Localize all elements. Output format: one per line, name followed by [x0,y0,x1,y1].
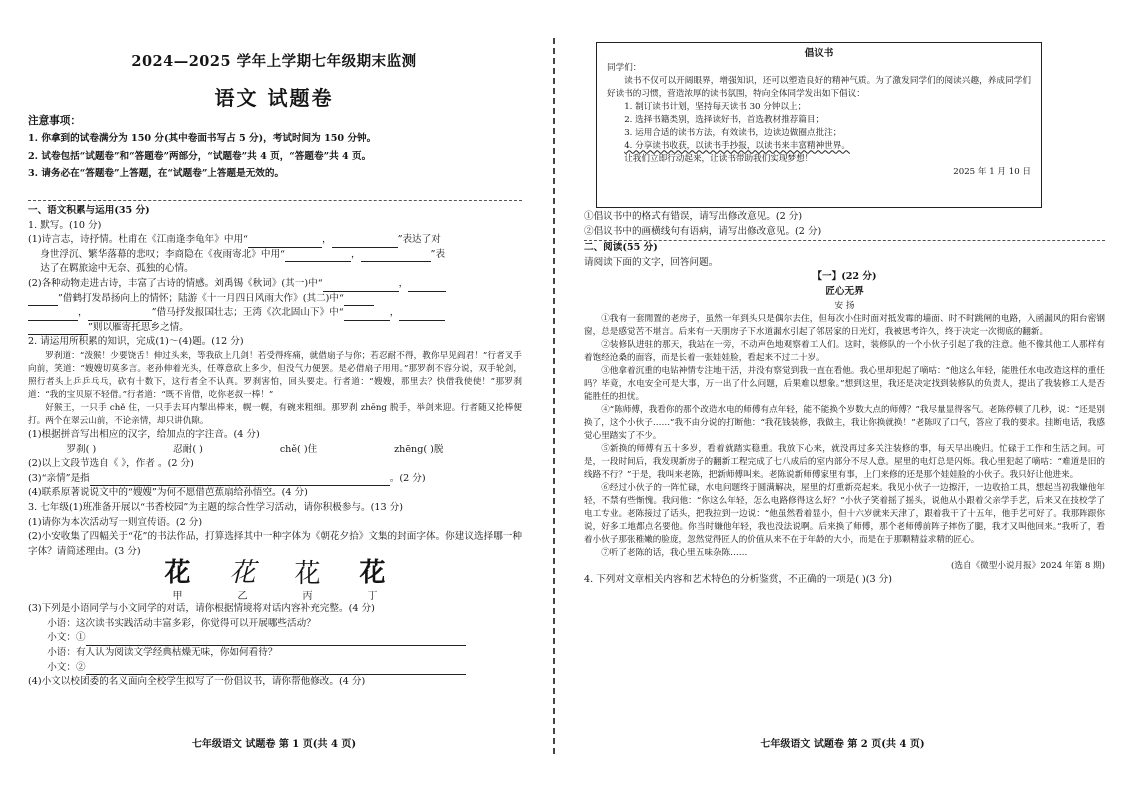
answer-blank[interactable] [248,236,322,248]
page-right [562,0,1123,794]
story-para-6: ⑥经过小伙子的一阵忙碌，水电问题终于圆满解决，屋里的灯重新亮起来。我见小伙子一边擦汗，一边收拾工具，想起当初我嫌他年轻，不禁有些惭愧。我问他：“你这么年轻，怎么电路修得这么好？”小伙子笑着摇了摇头，说他从小跟着父亲学手艺，后来又在技校学了电工专业。老陈接过了话头，把我拉到一边说：“他虽然看着显小，但十六岁就来天津了，跟着我干了十五年，他手艺可好了。我那阵跟你说，好多工地都点名要他。你当时嫌他年轻，我也没法说啊。后来换了师傅，那个老师傅前阵子摔伤了腿，我才又叫他回来。”我听了，看着小伙子那张稚嫩的脸庞，忽然觉得匠人的价值从来不在于年龄的大小，而是在于那颗精益求精的匠心。 [584,482,1105,545]
story-para-2: ②装修队进驻的那天，我站在一旁，不动声色地观察着工人们。这时，装修队的一个小伙子引起了我的注意。他不像其他工人那样有着饱经沧桑的面容，而是长着一张娃娃脸，看起来不过二十岁。 [584,339,1105,363]
footer-left: 七年级语文 试题卷 第 1 页(共 4 页) [191,739,357,750]
proposal-item-4: 4. 分享读书收获，以读书手抄报，以读书来丰富精神世界。 [624,140,850,151]
proposal-close: 让我们立即行动起来，让读书带助我们实现梦想！ [624,153,814,164]
q2-4: (4)联系原著说说文中的“嫂嫂”为何不愿借芭蕉扇给孙悟空。(4 分) [28,487,308,499]
notice-2: 2. 试卷包括“试题卷”和“答题卷”两部分，“试题卷”共 4 页，“答题卷”共 4 页。 [28,150,372,162]
q3-4: (4)小文以校团委的名义面向全校学生拟写了一份倡议书，请你帮他修改。(4 分) [28,676,366,688]
answer-blank[interactable] [399,309,445,321]
q1-2: (2)各种动物走进古诗，丰富了古诗的情感。刘禹锡《秋词》(其一)中“ ， ”借鹤打发昂扬向上的情怀；陆游《十一月四日风雨大作》(其二)中“ ， ”借马抒发报国壮志；王湾《次北固山下》中“ ， ”则以雁寄托思乡之情。 [28,277,522,335]
reading-intro: 请阅读下面的文字，回答问题。 [584,256,719,268]
section-1 [28,200,522,690]
answer-blank[interactable] [285,250,351,262]
proposal-item-1: 1. 制订读书计划，坚持每天读书 30 分钟以上； [624,101,807,112]
q2-passage-2: 好猴王，一只手 chě 住，一只手去耳内掣出棒来，幌一幌，有碗来粗细。那罗刹 zhēng 脱手，举剑来迎。行者随又抡棒便打。两个在翠云山前，不论亲情，却只讲仇隙。 [28,402,522,426]
answer-blank[interactable] [408,280,446,292]
story-title: 匠心无界 [825,285,864,297]
answer-blank[interactable] [86,634,466,646]
answer-blank[interactable] [86,663,466,675]
right-content [584,210,1105,587]
q1-1: (1)诗言志，诗抒情。杜甫在《江南逢李龟年》中用“ ， ”表达了对 身世浮沉、繁华落幕的悲叹；李商隐在《夜雨寄北》中用“ ， ”表 达了在羁旅途中无奈、孤独的心情。 [28,234,446,275]
notice-head: 注意事项： [28,115,81,127]
proposal-greeting: 同学们： [607,62,642,73]
section-1-head: 一、语文积累与运用(35 分) [28,205,150,216]
proposal-item-3: 3. 运用合适的读书方法，有效读书，边读边做圈点批注； [624,127,842,138]
exam-title: 2024—2025 学年上学期七年级期末监测 [131,53,417,70]
q2-2: (2)以上文段节选自《 》，作者 。(2 分) [28,458,194,470]
proposal-item-2: 2. 选择书籍类别，选择读好书，首选教材推荐篇目； [624,114,825,125]
answer-blank[interactable] [88,309,152,321]
proposal-body: 读书不仅可以开阔眼界，增强知识，还可以塑造良好的精神气质。为了激发同学们的阅读兴趣，养成同学们好读书的习惯，营造浓厚的读书氛围，特向全体同学发出如下倡议： [607,75,1031,99]
story-author: 安 扬 [834,300,855,311]
calligraphy-labels [145,587,405,602]
q2-head: 2. 请运用所积累的知识，完成(1)～(4)题。(12 分) [28,336,244,348]
story-para-3: ③他拿着沉重的电钻神情专注地干活，并没有察觉到我一直在看他。我心里却犯起了嘀咕：“他这么年轻，能胜任水电改造这样的重任吗？毕竟，水电安全可是大事，万一出了什么问题，后果难以想象。”想到这里，我还是决定找到装修队的负责人，提出了我装修工人是否能胜任的担忧。 [584,365,1105,402]
q3-3-line-b: 小文：① [28,631,522,646]
q2-1-items [28,443,522,458]
calligraphy-flower-jia: 花 [164,558,191,589]
q2-passage-1: 罗刹道：“泼猴！少要饶舌！伸过头来，等我砍上几剑！若受得疼痛，就借扇子与你；若忍耐不得，教你早见阎君！”行者叉手向前，笑道：“嫂嫂切莫多言。老孙伸着光头，任尊意砍上多少，但没气力便罢。是必借扇子用用。”那罗刹不容分说，双手轮剑，照行者头上乒乒乓乓，砍有十数下，这行者全不认真。罗刹害怕，回头要走。行者道：“嫂嫂，那里去？快借我使使！”那罗刹道：“我的宝贝原不轻借。”行者道：“既不肯借，吃你老叔一棒！” [28,350,522,400]
section-2-head: 二、阅读(55 分) [584,240,1105,256]
q3-2: (2)小安收集了四幅关于“花”的书法作品，打算选择其中一种字体为《朝花夕拾》文集的封面字体。你建议选择哪一种字体？请简述理由。(3 分) [28,531,522,557]
notice-1: 1. 你拿到的试卷满分为 150 分(其中卷面书写占 5 分)，考试时间为 150 分钟。 [28,133,377,145]
answer-blank[interactable] [361,250,431,262]
q3-3-line-c: 小语：有人认为阅读文学经典枯燥无味，你如何看待？ [47,647,278,659]
exam-subtitle: 语文 试题卷 [214,86,334,110]
q2-1: (1)根据拼音写出相应的汉字，给加点的字注音。(4 分) [28,428,260,440]
page-left [0,0,548,794]
q4-1: ①倡议书中的格式有错误，请写出修改意见。(2 分) [584,211,803,222]
q2-1-item[interactable]: chě( )住 [279,443,318,455]
q3-3-line-d: 小文：② [28,661,522,676]
story-para-1: ①我有一套閒置的老房子，虽然一年到头只是偶尔去住，但每次小住时面对抵发霉的墙面、时不时跳闸的电路，入函漏风的阳台密钢窗，总是感觉苦不堪言。后来有一天朋房子下水道漏水引起了邻居家的日光灯，我被思考许久，终于决定一次彻底的翻新。 [584,313,1105,337]
q2-1-item[interactable]: 忍耐( ) [173,443,203,455]
story-para-4: ④“陈师傅，我看你的那个改造水电的师傅有点年轻，能不能换个岁数大点的师傅？”我尽量显得客气。老陈停顿了几秒，说：“还是别换了，这个小伙子……”我不由分说的打断他：“我花钱装修，我做主，我让你换就换！”老陈叹了口气，答应了我的要求。挂断电话，我感觉心里踏实了不少。 [584,404,1105,441]
calligraphy-samples [145,559,405,587]
q2-1-item[interactable]: zhēng( )脱 [394,443,444,455]
flower-label: 乙 [237,591,248,603]
part-1-head: 【一】(22 分) [812,271,877,283]
calligraphy-flower-ding: 花 [359,558,386,589]
story-source: (选自《微型小说月报》2024 年第 8 期) [951,560,1105,571]
answer-blank[interactable] [28,309,78,321]
answer-blank[interactable] [323,280,399,292]
q3-1: (1)请你为本次活动写一则宣传语。(2 分) [28,516,203,528]
q3-3-line-a: 小语：这次读书实践活动丰富多彩，你觉得可以开展哪些活动？ [47,617,316,629]
answer-blank[interactable] [332,236,398,248]
flower-label: 甲 [172,591,183,603]
answer-blank[interactable] [28,323,88,335]
answer-blank[interactable] [344,294,374,306]
q4-2: ②倡议书中的画横线句有语病，请写出修改意见。(2 分) [584,225,822,237]
notice-block [28,113,522,182]
proposal-date: 2025 年 1 月 10 日 [953,166,1031,177]
answer-blank[interactable] [28,294,58,306]
q2-1-item[interactable]: 罗刹( ) [66,443,97,455]
calligraphy-flower-bing: 花 [294,558,321,589]
answer-blank[interactable] [90,474,390,486]
q3-head: 3. 七年级(1)班准备开展以“书香校园”为主题的综合性学习活动，请你积极参与。(13 分) [28,501,403,513]
q2-3: (3)“亲情”是指 。(2 分) [28,472,522,487]
flower-label: 丙 [302,591,313,603]
answer-blank[interactable] [344,309,390,321]
proposal-title: 倡议书 [804,48,834,59]
q5: 4. 下列对文章相关内容和艺术特色的分析鉴赏，不正确的一项是( )(3 分) [584,573,893,585]
page-divider [553,38,555,754]
q3-3: (3)下列是小语同学与小文同学的对话，请你根据情境将对话内容补充完整。(4 分) [28,603,375,615]
flower-label: 丁 [367,591,378,603]
footer-right: 七年级语文 试题卷 第 2 页(共 4 页) [760,739,925,750]
story-para-5: ⑤新换的师傅有五十多岁，看着就踏实稳重。我放下心来，就没再过多关注装修的事，每天早出晚归。忙碌于工作和生活之间。可是，一段时间后，我发现新房子的翻新工程完成了七八成后的室内部分不尽人意。屋里的电灯总是闪烁。我心里犯起了嘀咕：“难道是旧的线路不行？”于是，我叫来老陈，把新师傅叫来。老陈说新师傅家里有事，上门来修的还是那个娃娃脸的小伙子。我只好让他进来。 [584,443,1105,480]
q1-head: 1. 默写。(10 分) [28,219,102,231]
calligraphy-flower-yi: 花 [229,558,256,589]
story-para-7: ⑦听了老陈的话，我心里五味杂陈…… [601,547,748,558]
notice-3: 3. 请务必在“答题卷”上答题，在“试题卷”上答题是无效的。 [28,168,285,180]
